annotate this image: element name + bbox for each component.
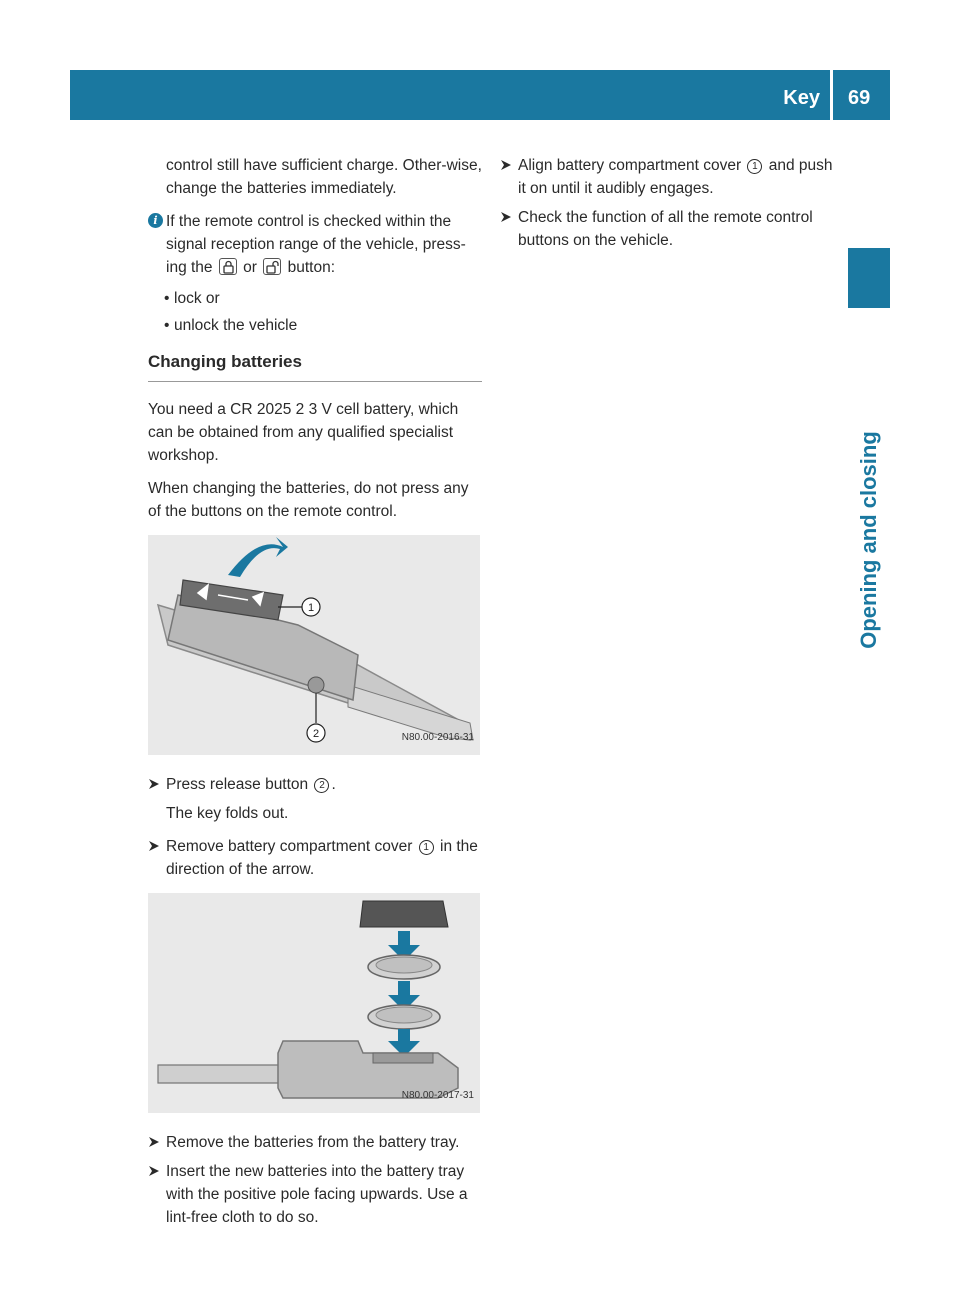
step-text: Align battery compartment cover xyxy=(518,157,742,174)
instruction-step xyxy=(148,1160,482,1229)
step-arrow-icon xyxy=(148,840,160,852)
info-text-after: button: xyxy=(287,259,335,276)
step-text: Press release button xyxy=(166,776,309,793)
intro-text: control still have sufficient charge. Other-wise, change the batteries immediately. xyxy=(166,157,482,197)
step-text-after: . xyxy=(331,776,336,793)
instruction-step xyxy=(148,773,482,796)
key-release-illustration xyxy=(148,535,480,755)
paragraph-caution: When changing the batteries, do not press any of the buttons on the remote control. xyxy=(148,480,469,520)
figure-battery-stack xyxy=(148,893,480,1113)
unlock-icon xyxy=(263,258,281,275)
callout-ref: 1 xyxy=(419,840,434,855)
list-item: • unlock the vehicle xyxy=(174,314,482,337)
step-arrow-icon xyxy=(148,778,160,790)
side-tab-label: Opening and closing xyxy=(856,431,881,649)
step-text: Remove battery compartment cover xyxy=(166,838,413,855)
step-text: Remove the batteries from the battery tray. xyxy=(166,1134,460,1151)
step-arrow-icon xyxy=(500,159,512,171)
info-icon: i xyxy=(148,213,163,228)
bullet-list xyxy=(148,287,482,337)
instruction-step xyxy=(500,206,840,252)
header-bar xyxy=(70,70,890,120)
paragraph-battery-type: You need a CR 2025 2 3 V cell battery, which can be obtained from any qualified specialist workshop. xyxy=(148,401,459,464)
figure-key-release xyxy=(148,535,480,755)
step-text: Insert the new batteries into the battery tray with the positive pole facing upwards. Use a lint-free cloth to do so. xyxy=(166,1163,468,1226)
callout-ref: 2 xyxy=(314,778,329,793)
figure-code: N80.00-2017-31 xyxy=(401,1090,474,1101)
step-arrow-icon xyxy=(500,211,512,223)
section-heading: Changing batteries xyxy=(148,351,482,382)
list-item: • lock or xyxy=(174,287,482,310)
info-note xyxy=(148,210,482,279)
step-arrow-icon xyxy=(148,1136,160,1148)
left-column xyxy=(148,154,482,1235)
step-result: The key folds out. xyxy=(166,805,289,822)
side-tab xyxy=(848,248,890,308)
battery-stack-illustration xyxy=(148,893,480,1113)
info-text-or: or xyxy=(243,259,257,276)
step-text-after: in the direction of the arrow. xyxy=(166,838,478,878)
header-divider xyxy=(830,70,833,120)
callout-ref: 1 xyxy=(747,159,762,174)
info-text-before: If the remote control is checked within the signal reception range of the vehicle, press-ing the xyxy=(166,213,466,276)
lock-icon xyxy=(219,258,237,275)
step-arrow-icon xyxy=(148,1165,160,1177)
page-number: 69 xyxy=(848,87,871,109)
page-title: Key xyxy=(783,87,820,109)
step-text-after: and push it on until it audibly engages. xyxy=(518,157,833,197)
step-text: Check the function of all the remote control buttons on the vehicle. xyxy=(518,209,813,249)
instruction-step xyxy=(148,1131,482,1154)
figure-callout: 1 xyxy=(307,602,315,614)
instruction-step xyxy=(500,154,840,200)
instruction-step xyxy=(148,835,482,881)
figure-code: N80.00-2016-31 xyxy=(401,732,474,743)
right-column xyxy=(500,154,840,258)
figure-callout: 2 xyxy=(312,728,320,740)
